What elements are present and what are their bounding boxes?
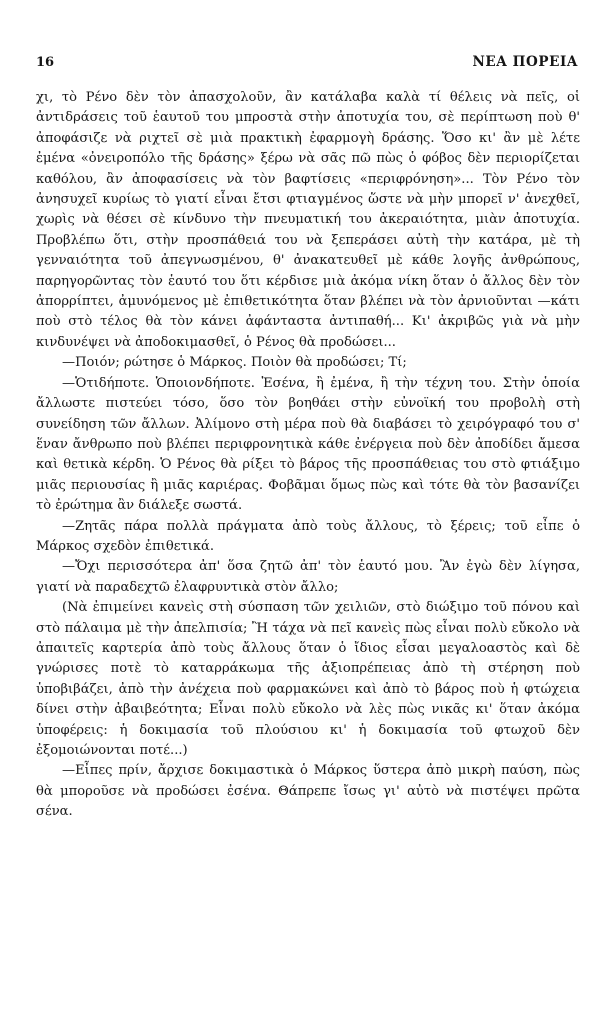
body-text (36, 88, 580, 823)
paragraph: χι, τὸ Ρένο δὲν τὸν ἀπασχολοῦν, ἂν κατάλαβα καλὰ τί θέλεις νὰ πεῖς, οἱ ἀντιδράσεις τοῦ ἑαυτοῦ του μπροστὰ στὴν ἀποτυχία του, σὲ περίπτωση ποὺ θ' ἀποφάσιζε νὰ ριχτεῖ σὲ μιὰ πρακτικὴ ἐφαρμογὴ δράσης. Ὅσο κι' ἂν μὲ λέτε ἐμένα «ὀνειροπόλο τῆς δράσης» ξέρω νὰ σᾶς πῶ πὼς ὁ φόβος δὲν περιορίζεται καθόλου, ἂν ἀποφασίσεις νὰ τὸν βαφτίσεις «περιφρόνηση»... Τὸν Ρένο τὸν ἀνησυχεῖ κυρίως τὸ γιατί εἶναι ἔτσι φτιαγμένος ὥστε νὰ μὴν μπορεῖ ν' ἀνεχθεῖ, χωρὶς νὰ θέσει σὲ κίνδυνο τὴν πνευματική του ἀκεραιότητα, μιὰν ἀποτυχία. Προβλέπω ὅτι, στὴν προσπάθειά του νὰ ξεπεράσει αὐτὴ τὴν κατάρα, μὲ τὴ γενναιότητα τοῦ ἀπεγνωσμένου, θ' ἀνακατευθεῖ μὲ κάθε λογῆς ἀνθρώπους, παρηγορῶντας τὸν ἑαυτό του ὅτι κέρδισε μιὰ ἀκόμα νίκη ὅταν ὁ ἄλλος δὲν τὸν ἀπορρίπτει, ἀμυνόμενος μὲ ἐπιθετικότητα ὅταν βλέπει νὰ τὸν ἀρνιοῦνται —κάτι ποὺ στὸ τέλος θὰ τὸν κάνει ἀφάνταστα ἀντιπαθή... Κι' ἀκριβῶς γιὰ νὰ μὴν κινδυνέψει νὰ ἀποδοκιμασθεῖ, ὁ Ρένος θὰ προδώσει... (36, 90, 580, 350)
paragraph: —Εἶπες πρίν, ἄρχισε δοκιμαστικὰ ὁ Μάρκος ὕστερα ἀπὸ μικρὴ παύση, πὼς θὰ μποροῦσε νὰ προδώσει ἐσένα. Θάπρεπε ἴσως γι' αὐτὸ νὰ πιστέψει πρῶτα σένα. (36, 763, 580, 820)
page-number: 16 (36, 55, 55, 70)
paragraph: —Ποιόν; ρώτησε ὁ Μάρκος. Ποιὸν θὰ προδώσει; Τί; (62, 355, 407, 371)
paragraph: —Ὁτιδήποτε. Ὁποιονδήποτε. Ἐσένα, ἢ ἐμένα, ἢ τὴν τέχνη του. Στὴν ὁποία ἄλλωστε πιστεύει τόσο, ὅσο τὸν βοηθάει στὴν εὐνοϊκή του προβολὴ στὴ συνείδηση τῶν ἄλλων. Ἀλίμονο στὴ μέρα ποὺ θὰ διαβάσει τὸ χειρόγραφό του σ' ἕναν ἄνθρωπο ποὺ βλέπει περιφρονητικὰ κάθε ἐνέργεια ποὺ δὲν ἀποδίδει ἄμεσα καὶ θετικὰ κέρδη. Ὁ Ρένος θὰ ρίξει τὸ βάρος τῆς προσπάθειας του στὸ φτιάξιμο μιᾶς περιουσίας ἢ μιᾶς καριέρας. Φοβᾶμαι ὅμως πὼς καὶ τότε θὰ τὸν βασανίζει τὸ ἐρώτημα ἂν διάλεξε σωστά. (36, 375, 580, 514)
paragraph: —Ζητᾶς πάρα πολλὰ πράγματα ἀπὸ τοὺς ἄλλους, τὸ ξέρεις; τοῦ εἶπε ὁ Μάρκος σχεδὸν ἐπιθετικά. (36, 518, 580, 554)
paragraph: (Νὰ ἐπιμείνει κανεὶς στὴ σύσπαση τῶν χειλιῶν, στὸ διώξιμο τοῦ πόνου καὶ στὸ πάλαιμα μὲ τὴν ἀπελπισία; Ἢ τάχα νὰ πεῖ κανεὶς πὼς εἶναι πολὺ εὔκολο νὰ ἀπαιτεῖς καρτερία ἀπὸ τοὺς ἄλλους ὅταν ὁ ἴδιος εἶσαι μεγαλοαστὸς καὶ δὲ γνώρισες ποτὲ τὸ καταρράκωμα τῆς ἀξιοπρέπειας ἀπὸ τὴ στέρηση ποὺ ὑποβιβάζει, ἀπὸ τὴν ἀνέχεια ποὺ φαρμακώνει καὶ ἀπὸ τὸ βάρος ποὺ ἡ φτώχεια δίνει στὴν ἀβαιβεότητα; Εἶναι πολὺ εὔκολο νὰ λὲς πὼς νικᾶς κι' ὅταν ἀκόμα ὑποφέρεις: ἡ δοκιμασία τοῦ πλούσιου κι' ἡ δοκιμασία τοῦ φτωχοῦ δὲν ἐξομοιώνονται ποτέ...) (36, 600, 580, 758)
paragraph: —Ὄχι περισσότερα ἀπ' ὅσα ζητῶ ἀπ' τὸν ἑαυτό μου. Ἂν ἐγὼ δὲν λίγησα, γιατί νὰ παραδεχτῶ ἐλαφρυντικὰ στὸν ἄλλο; (36, 559, 580, 595)
book-page (36, 54, 580, 823)
running-header (36, 54, 580, 70)
running-title: ΝΕΑ ΠΟΡΕΙΑ (472, 54, 578, 70)
